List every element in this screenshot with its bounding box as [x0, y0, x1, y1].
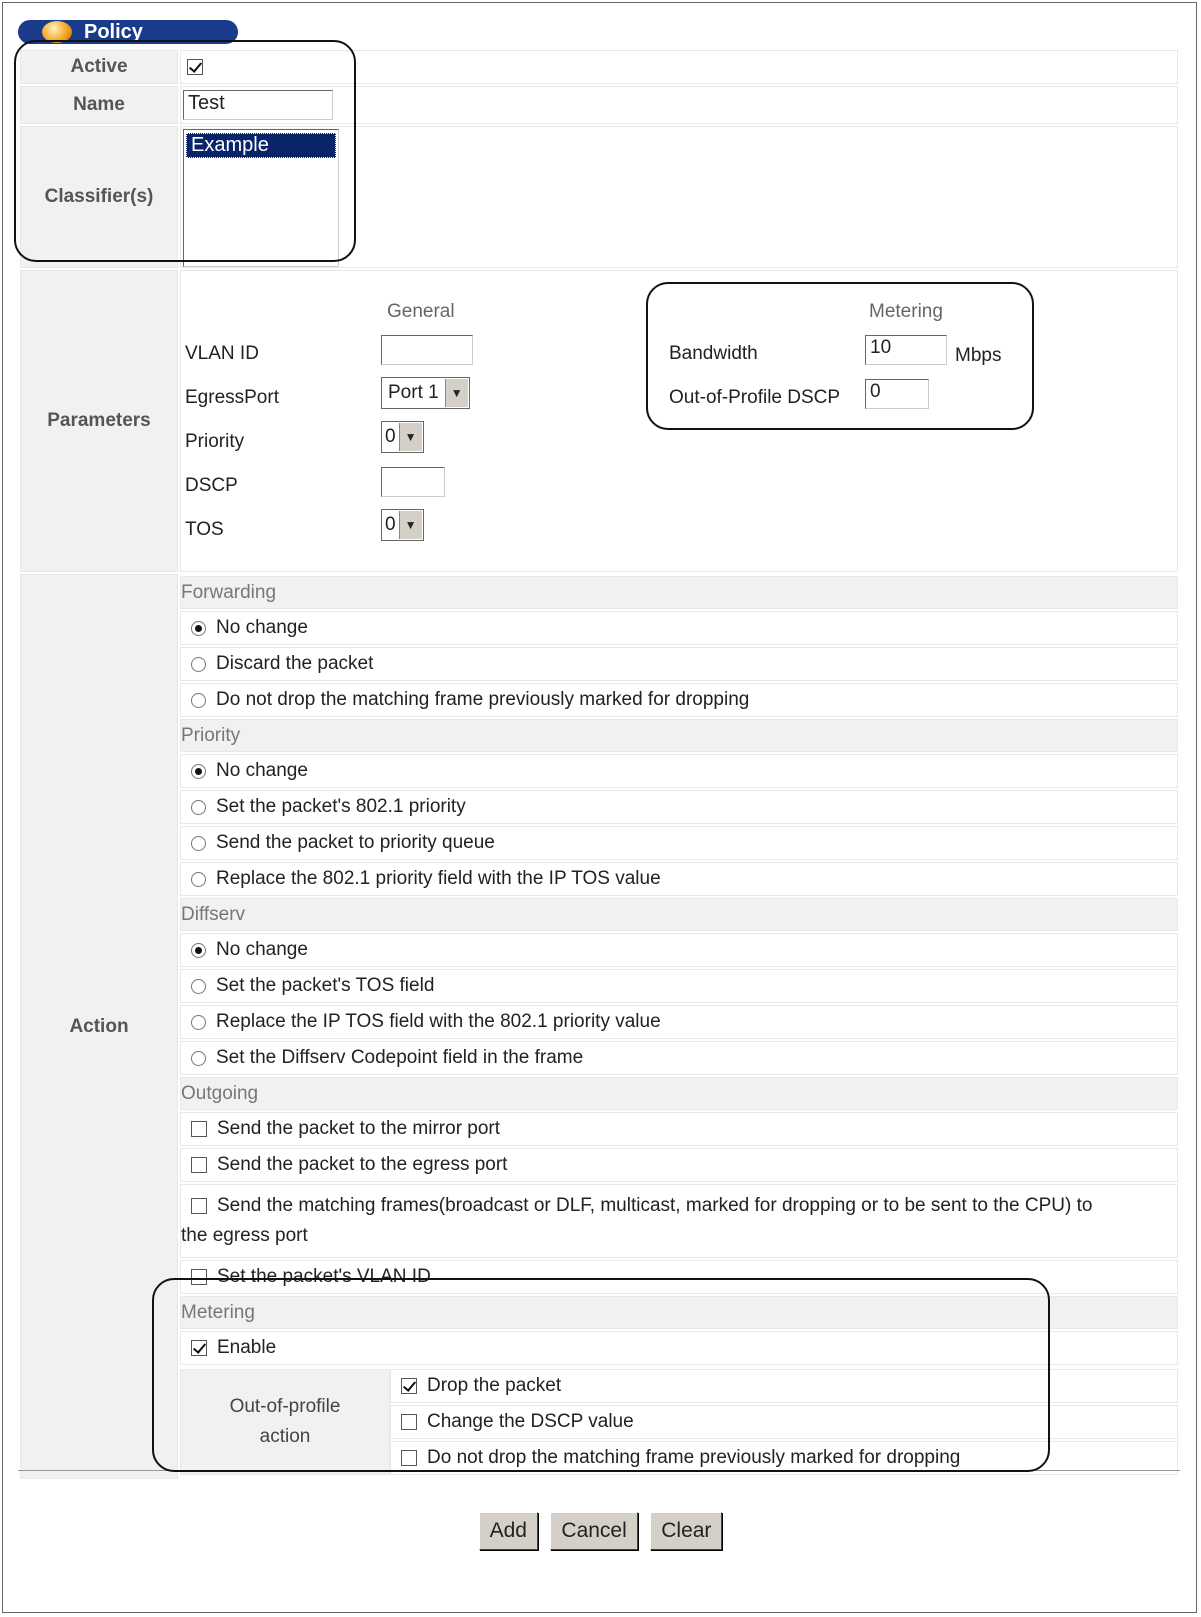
checkbox[interactable]: [191, 1121, 207, 1137]
outgoing-heading: Outgoing: [180, 1077, 1178, 1110]
metering-action-heading: Metering: [180, 1296, 1178, 1329]
priority-heading: Priority: [180, 719, 1178, 752]
checkbox[interactable]: [191, 1157, 207, 1173]
outgoing-matching-option[interactable]: Send the matching frames(broadcast or DLF, multicast, marked for dropping or to be sent to the CPU) to the egress port: [180, 1184, 1178, 1258]
chevron-down-icon: ▼: [445, 379, 468, 407]
radio-button[interactable]: [191, 872, 206, 887]
priority-option[interactable]: Send the packet to priority queue: [181, 827, 1177, 859]
button-bar: [0, 1512, 1201, 1550]
radio-button[interactable]: [191, 836, 206, 851]
action-table: [180, 574, 1178, 1479]
radio-button[interactable]: [191, 1015, 206, 1030]
clear-button[interactable]: Clear: [650, 1512, 722, 1550]
cancel-button[interactable]: Cancel: [550, 1512, 637, 1550]
checkbox[interactable]: [401, 1378, 417, 1394]
diffserv-option[interactable]: No change: [181, 934, 1177, 966]
dscp-label: DSCP: [185, 475, 238, 496]
forwarding-heading: Forwarding: [180, 576, 1178, 609]
checkbox[interactable]: [401, 1414, 417, 1430]
outgoing-mirror-option[interactable]: Send the packet to the mirror port: [181, 1113, 1177, 1145]
active-checkbox[interactable]: [187, 59, 203, 75]
oop-action-table: [180, 1367, 1178, 1477]
radio-button[interactable]: [191, 764, 206, 779]
radio-button[interactable]: [191, 693, 206, 708]
vlan-id-label: VLAN ID: [185, 343, 259, 364]
bandwidth-input[interactable]: 10: [865, 335, 947, 365]
tos-label: TOS: [185, 519, 224, 540]
oop-action-label: Out-of-profile action: [180, 1369, 390, 1475]
egress-port-select[interactable]: Port 1 ▼: [381, 377, 470, 409]
outgoing-vlan-option[interactable]: Set the packet's VLAN ID: [181, 1261, 1177, 1293]
priority-option[interactable]: Replace the 802.1 priority field with the IP TOS value: [181, 863, 1177, 895]
checkbox[interactable]: [191, 1198, 207, 1214]
active-label: Active: [20, 50, 178, 84]
checkbox[interactable]: [191, 1340, 207, 1356]
drop-packet-option[interactable]: Drop the packet: [391, 1370, 1177, 1402]
add-button[interactable]: Add: [479, 1512, 538, 1550]
divider: [18, 1470, 1180, 1471]
oop-dscp-input[interactable]: 0: [865, 379, 929, 409]
bandwidth-unit: Mbps: [955, 345, 1002, 366]
action-label: Action: [20, 574, 178, 1479]
dscp-input[interactable]: [381, 467, 445, 497]
oop-dscp-label: Out-of-Profile DSCP: [669, 387, 841, 408]
parameters-panel: [181, 271, 1177, 571]
checkbox[interactable]: [191, 1269, 207, 1285]
forwarding-option[interactable]: Do not drop the matching frame previously marked for dropping: [181, 684, 1177, 716]
chevron-down-icon: ▼: [399, 511, 422, 539]
diffserv-heading: Diffserv: [180, 898, 1178, 931]
radio-button[interactable]: [191, 621, 206, 636]
vlan-id-input[interactable]: [381, 335, 473, 365]
forwarding-option[interactable]: Discard the packet: [181, 648, 1177, 680]
radio-button[interactable]: [191, 979, 206, 994]
classifier-listbox[interactable]: [183, 129, 339, 267]
change-dscp-option[interactable]: Change the DSCP value: [391, 1406, 1177, 1438]
chevron-down-icon: ▼: [399, 423, 422, 451]
forwarding-option[interactable]: No change: [181, 612, 1177, 644]
diffserv-option[interactable]: Set the packet's TOS field: [181, 970, 1177, 1002]
parameters-label: Parameters: [20, 270, 178, 572]
diffserv-option[interactable]: Set the Diffserv Codepoint field in the frame: [181, 1042, 1177, 1074]
name-input[interactable]: Test: [183, 90, 333, 120]
no-drop-option[interactable]: Do not drop the matching frame previously marked for dropping: [391, 1442, 1177, 1474]
metering-heading: Metering: [869, 301, 943, 322]
radio-button[interactable]: [191, 800, 206, 815]
radio-button[interactable]: [191, 1051, 206, 1066]
radio-button[interactable]: [191, 657, 206, 672]
classifiers-label: Classifier(s): [20, 126, 178, 268]
page-title: Policy: [84, 21, 143, 43]
diffserv-option[interactable]: Replace the IP TOS field with the 802.1 priority value: [181, 1006, 1177, 1038]
bandwidth-label: Bandwidth: [669, 343, 758, 364]
priority-label: Priority: [185, 431, 245, 452]
radio-button[interactable]: [191, 943, 206, 958]
general-heading: General: [387, 301, 455, 322]
checkbox[interactable]: [401, 1450, 417, 1466]
orb-icon: [42, 21, 72, 43]
classifier-option[interactable]: Example: [186, 133, 336, 158]
policy-form: [18, 48, 1180, 1481]
outgoing-egress-option[interactable]: Send the packet to the egress port: [181, 1149, 1177, 1181]
priority-select[interactable]: 0 ▼: [381, 421, 424, 453]
title-bar: [18, 20, 238, 44]
priority-option[interactable]: Set the packet's 802.1 priority: [181, 791, 1177, 823]
tos-select[interactable]: 0 ▼: [381, 509, 424, 541]
name-label: Name: [20, 86, 178, 124]
priority-option[interactable]: No change: [181, 755, 1177, 787]
metering-enable-option[interactable]: Enable: [181, 1332, 1177, 1364]
egress-port-label: EgressPort: [185, 387, 279, 408]
